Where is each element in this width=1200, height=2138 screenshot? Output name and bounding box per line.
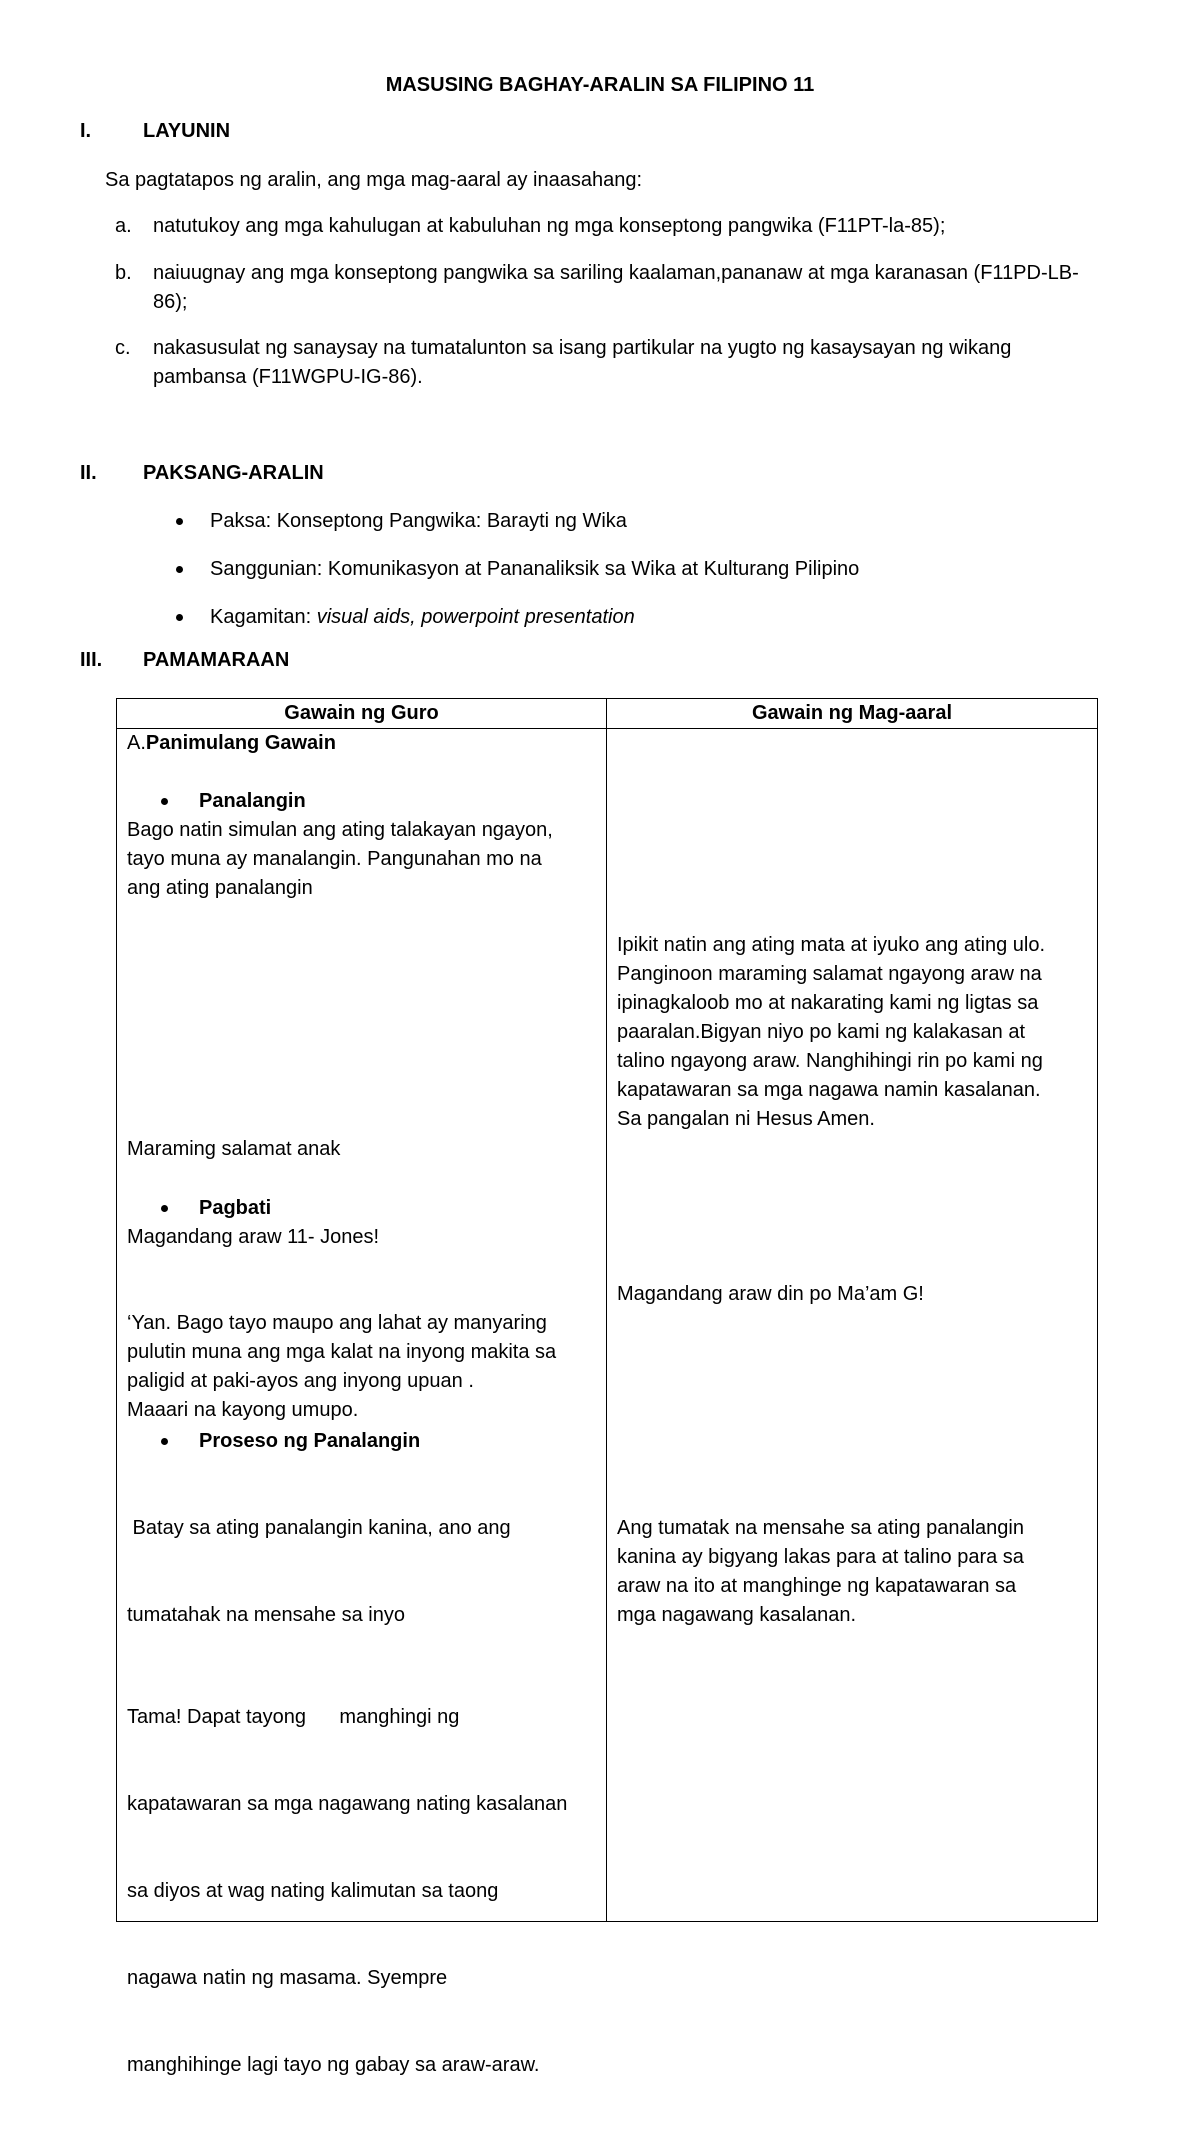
bullet-paksa: Paksa: Konseptong Pangwika: Barayti ng Wika	[176, 507, 627, 536]
objectives-intro: Sa pagtatapos ng aralin, ang mga mag-aaral ay inaasahang:	[105, 169, 643, 191]
objective-b	[115, 259, 1135, 317]
magaaral-cell	[607, 729, 1098, 1922]
yan-text: ‘Yan. Bago tayo maupo ang lahat ay manyaring pulutin muna ang mga kalat na inyong makita sa paligid at paki-ayos ang inyong upuan . Maaari na kayong umupo.	[127, 1312, 557, 1421]
objective-letter: b.	[115, 262, 132, 284]
proseso-text: Batay sa ating panalangin kanina, ano ang tumatahak na mensahe sa inyo	[127, 1517, 511, 1626]
objective-text-line2: 86);	[153, 291, 188, 313]
section-label: LAYUNIN	[143, 120, 231, 142]
section-label: PAKSANG-ARALIN	[143, 462, 324, 484]
objective-a	[115, 212, 1135, 241]
bullet-icon	[176, 566, 183, 573]
bullet-icon	[161, 798, 168, 805]
kagamitan-value: visual aids, powerpoint presentation	[316, 606, 635, 628]
objective-c	[115, 334, 1135, 392]
panimulang-gawain-heading: A.Panimulang Gawain	[127, 732, 336, 754]
section-label: PAMAMARAAN	[143, 649, 290, 671]
bullet-sanggunian: Sanggunian: Komunikasyon at Pananaliksik sa Wika at Kulturang Pilipino	[176, 555, 859, 584]
bullet-icon	[161, 1205, 168, 1212]
objective-text-line2: pambansa (F11WGPU-IG-86).	[153, 366, 423, 388]
panalangin-text: Bago natin simulan ang ating talakayan ngayon, tayo muna ay manalangin. Pangunahan mo na ang ating panalangin	[127, 819, 553, 899]
bullet-panalangin: Panalangin	[199, 787, 306, 816]
column-header-guro: Gawain ng Guro	[117, 699, 607, 729]
objective-text: natutukoy ang mga kahulugan at kabuluhan ng mga konseptong pangwika (F11PT-la-85);	[153, 215, 946, 237]
objective-letter: a.	[115, 215, 132, 237]
kagamitan-label: Kagamitan:	[210, 606, 317, 628]
bullet-proseso: Proseso ng Panalangin	[199, 1427, 420, 1456]
pagbati-text: Magandang araw 11- Jones!	[127, 1226, 380, 1248]
column-header-magaaral: Gawain ng Mag-aaral	[607, 699, 1098, 729]
bullet-icon	[176, 614, 183, 621]
panalangin-response: Ipikit natin ang ating mata at iyuko ang ating ulo. Panginoon maraming salamat ngayong araw na ipinagkaloob mo at nakarating kami ng ligtas sa paaralan.Bigyan niyo po kami ng kalakasan at talino ngayong araw. Nanghihingi rin po kami ng kapatawaran sa mga nagawa namin kasalanan. Sa pangalan ni Hesus Amen.	[617, 934, 1046, 1130]
bullet-kagamitan	[176, 603, 635, 632]
section-number: II.	[80, 462, 97, 484]
bullet-pagbati: Pagbati	[199, 1194, 271, 1223]
objective-letter: c.	[115, 337, 131, 359]
tama-text: Tama! Dapat tayong manghingi ng kapatawaran sa mga nagawang nating kasalanan sa diyos at wag nating kalimutan sa taong nagawa natin ng masama. Syempre manghihinge lagi tayo ng gabay sa araw-araw.	[127, 1706, 568, 2076]
bullet-icon	[176, 518, 183, 525]
document-title: MASUSING BAGHAY-ARALIN SA FILIPINO 11	[385, 74, 815, 96]
section-number: I.	[80, 120, 92, 142]
section-number: III.	[80, 649, 103, 671]
pagbati-response: Magandang araw din po Ma’am G!	[617, 1283, 924, 1305]
salamat-text: Maraming salamat anak	[127, 1138, 341, 1160]
guro-cell	[117, 729, 607, 2076]
mensahe-response: Ang tumatak na mensahe sa ating panalangin kanina ay bigyang lakas para at talino para sa araw na ito at manghinge ng kapatawaran sa mga nagawang kasalanan.	[617, 1517, 1024, 1626]
bullet-icon	[161, 1438, 168, 1445]
activities-table	[116, 698, 1098, 2076]
objective-text-line1: nakasusulat ng sanaysay na tumatalunton sa isang partikular na yugto ng kasaysayan ng wikang	[153, 337, 1012, 359]
objective-text-line1: naiuugnay ang mga konseptong pangwika sa sariling kaalaman,pananaw at mga karanasan (F11PD-LB-	[153, 262, 1079, 284]
